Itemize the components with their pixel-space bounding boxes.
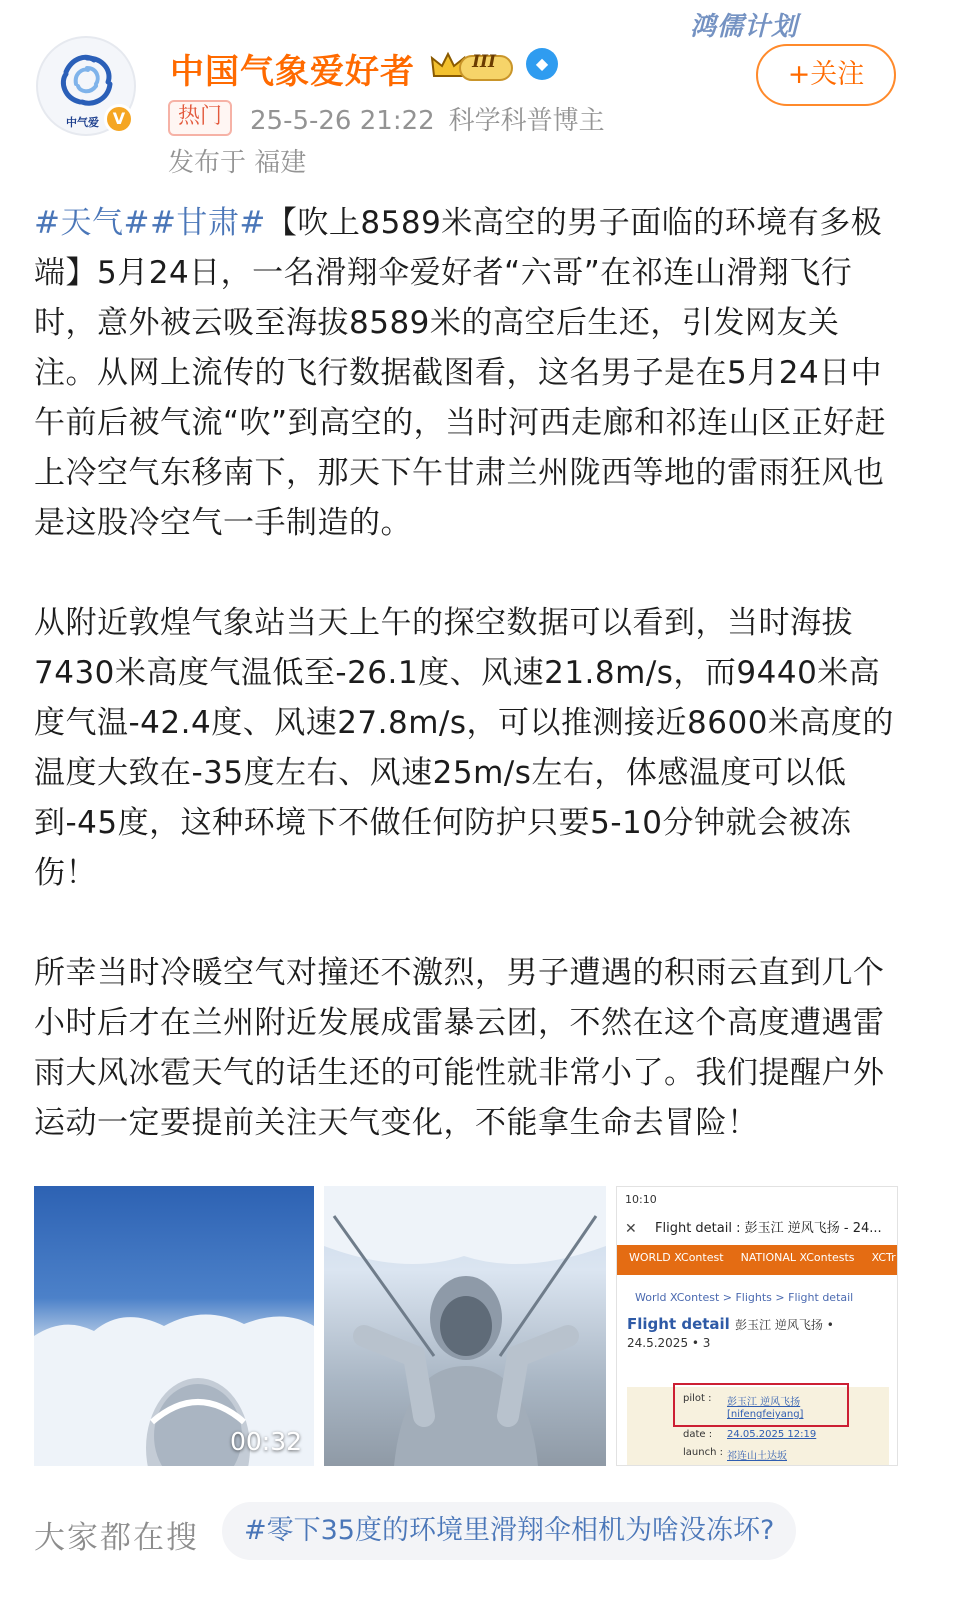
screenshot-status-time: 10:10 bbox=[625, 1193, 657, 1206]
hashtag-weather[interactable]: #天气# bbox=[34, 205, 150, 241]
flight-detail-screenshot[interactable] bbox=[616, 1186, 898, 1466]
screenshot-heading bbox=[627, 1315, 897, 1351]
row-key: date : bbox=[683, 1429, 713, 1440]
screenshot-heading-title: Flight detail bbox=[627, 1315, 730, 1333]
screenshot-title: Flight detail : 彭玉江 逆风飞扬 - 24... bbox=[655, 1221, 882, 1236]
verified-v-badge: V bbox=[104, 104, 134, 134]
row-value: 彭玉江 逆风飞扬 bbox=[727, 1397, 801, 1408]
hashtag-gansu[interactable]: #甘肃# bbox=[149, 205, 266, 241]
close-icon: ✕ bbox=[625, 1221, 637, 1237]
hot-tag: 热门 bbox=[168, 100, 232, 136]
level-badge: III bbox=[472, 52, 496, 72]
trending-search-label: 大家都在搜 bbox=[34, 1520, 199, 1556]
screenshot-nav bbox=[617, 1245, 898, 1275]
screenshot-nav-item: WORLD XContest bbox=[629, 1251, 724, 1264]
pilot-highlight-box bbox=[673, 1383, 849, 1427]
paragraph-1-text: 【吹上8589米高空的男子面临的环境有多极端】5月24日，一名滑翔伞爱好者“六哥”在祁连山滑翔飞行时，意外被云吸至海拔8589米的高空后生还，引发网友关注。从网上流传的飞行数据截图看，这名男子是在5月24日中午前后被气流“吹”到高空的，当时河西走廊和祁连山区正好赶上冷空气东移南下，那天下午甘肃兰州陇西等地的雷雨狂风也是这股冷空气一手制造的。 bbox=[34, 205, 887, 541]
author-role: 科学科普博主 bbox=[448, 106, 605, 136]
video-duration: 00:32 bbox=[229, 1427, 302, 1456]
screenshot-breadcrumb: World XContest > Flights > Flight detail bbox=[635, 1291, 854, 1304]
paragraph-2: 从附近敦煌气象站当天上午的探空数据可以看到，当时海拔7430米高度气温低至-26.1度、风速21.8m/s，而9440米高度气温-42.4度、风速27.8m/s，可以推测接近8600米高度的温度大致在-35度左右、风速25m/s左右，体感温度可以低到-45度，这种环境下不做任何防护只要5-10分钟就会被冻伤！ bbox=[34, 605, 894, 891]
verify-diamond-icon: ◆ bbox=[526, 48, 558, 80]
row-value: 24.05.2025 12:19 bbox=[727, 1429, 817, 1440]
video-thumbnail[interactable] bbox=[34, 1186, 314, 1466]
frozen-pilot-image[interactable] bbox=[324, 1186, 606, 1466]
paragraph-3: 所幸当时冷暖空气对撞还不激烈，男子遭遇的积雨云直到几个小时后才在兰州附近发展成雷暴云团，不然在这个高度遭遇雷雨大风冰雹天气的话生还的可能性就非常小了。我们提醒户外运动一定要提前关注天气变化，不能拿生命去冒险！ bbox=[34, 955, 885, 1141]
row-key: pilot : bbox=[683, 1393, 712, 1404]
screenshot-nav-item: NATIONAL XContests bbox=[740, 1251, 855, 1264]
row-value: 祁连山土达坂 bbox=[727, 1451, 787, 1462]
screenshot-heading-sub: 彭玉江 逆风飞扬 • 24.5.2025 • 3 bbox=[627, 1318, 834, 1350]
video-scene-icon bbox=[34, 1186, 314, 1466]
post-body bbox=[34, 198, 900, 1148]
paragraph-1 bbox=[34, 198, 900, 548]
row-key: launch : bbox=[683, 1447, 723, 1458]
swirl-logo-icon bbox=[52, 48, 122, 112]
post-location: 发布于 福建 bbox=[168, 148, 307, 178]
follow-button[interactable]: +关注 bbox=[756, 44, 896, 106]
row-value: [nifengfeiyang] bbox=[727, 1409, 804, 1420]
screenshot-nav-item: XCTr bbox=[871, 1251, 896, 1264]
frozen-pilot-scene-icon bbox=[324, 1186, 606, 1466]
trending-search-chip[interactable]: #零下35度的环境里滑翔伞相机为啥没冻坏? bbox=[222, 1502, 796, 1560]
post-meta bbox=[250, 100, 605, 137]
plan-watermark: 鸿儒计划 bbox=[690, 12, 799, 42]
post-timestamp: 25-5-26 21:22 bbox=[250, 106, 435, 136]
avatar-logo-text: 中气爱 bbox=[66, 116, 99, 129]
username[interactable]: 中国气象爱好者 bbox=[170, 52, 415, 92]
